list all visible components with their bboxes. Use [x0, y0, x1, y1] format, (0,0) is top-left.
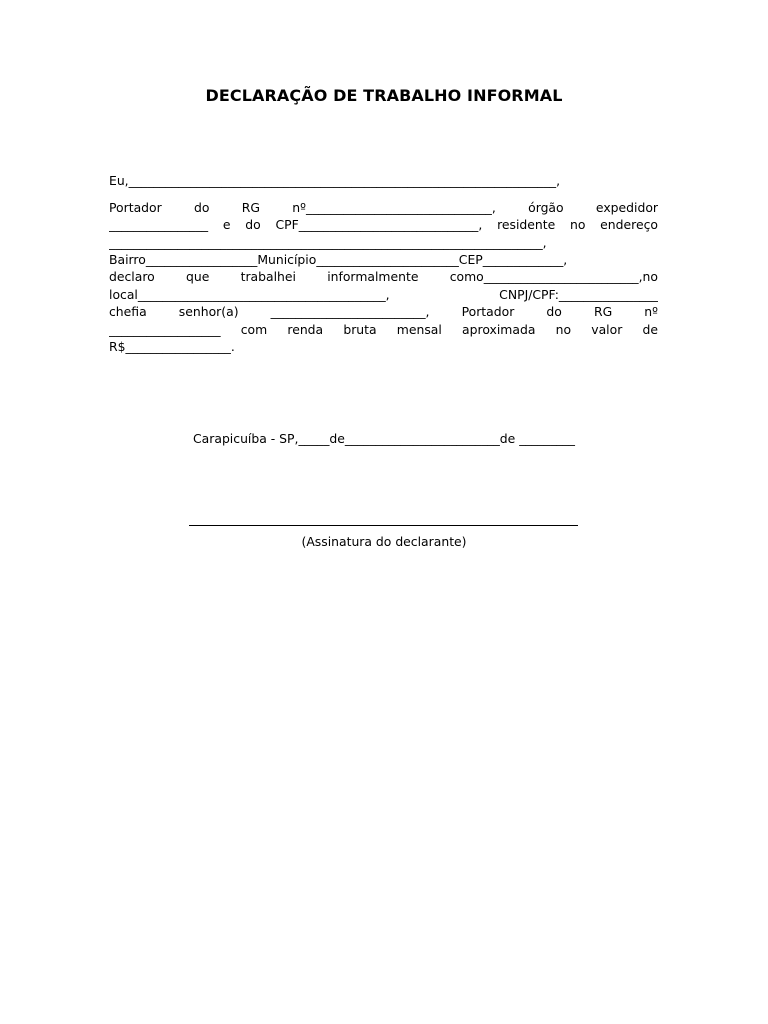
declarant-name-line: Eu,_____________________________________________________________________, — [109, 173, 561, 188]
document-title: DECLARAÇÃO DE TRABALHO INFORMAL — [205, 86, 563, 105]
bairro-municipio-cep-line: Bairro__________________Município_______________________CEP_____________, — [109, 252, 568, 267]
income-value-line: R$_________________. — [109, 339, 235, 354]
income-line: __________________ com renda bruta mensal aproximada no valor de — [109, 322, 658, 337]
local-cnpj-line: local________________________________________, CNPJ/CPF:________________ — [109, 287, 658, 302]
cpf-address-line: ________________ e do CPF_____________________________, residente no endereço — [109, 217, 658, 232]
occupation-line: declaro que trabalhei informalmente como_________________________,no — [109, 269, 658, 284]
signature-caption: (Assinatura do declarante) — [301, 534, 467, 549]
employer-line: chefia senhor(a) _________________________, Portador do RG nº — [109, 304, 658, 319]
rg-line: Portador do RG nº______________________________, órgão expedidor — [109, 200, 658, 215]
address-blank-line: ______________________________________________________________________, — [109, 235, 547, 250]
signature-line — [189, 525, 578, 526]
place-date-line: Carapicuíba - SP,_____de_________________________de _________ — [193, 431, 575, 446]
